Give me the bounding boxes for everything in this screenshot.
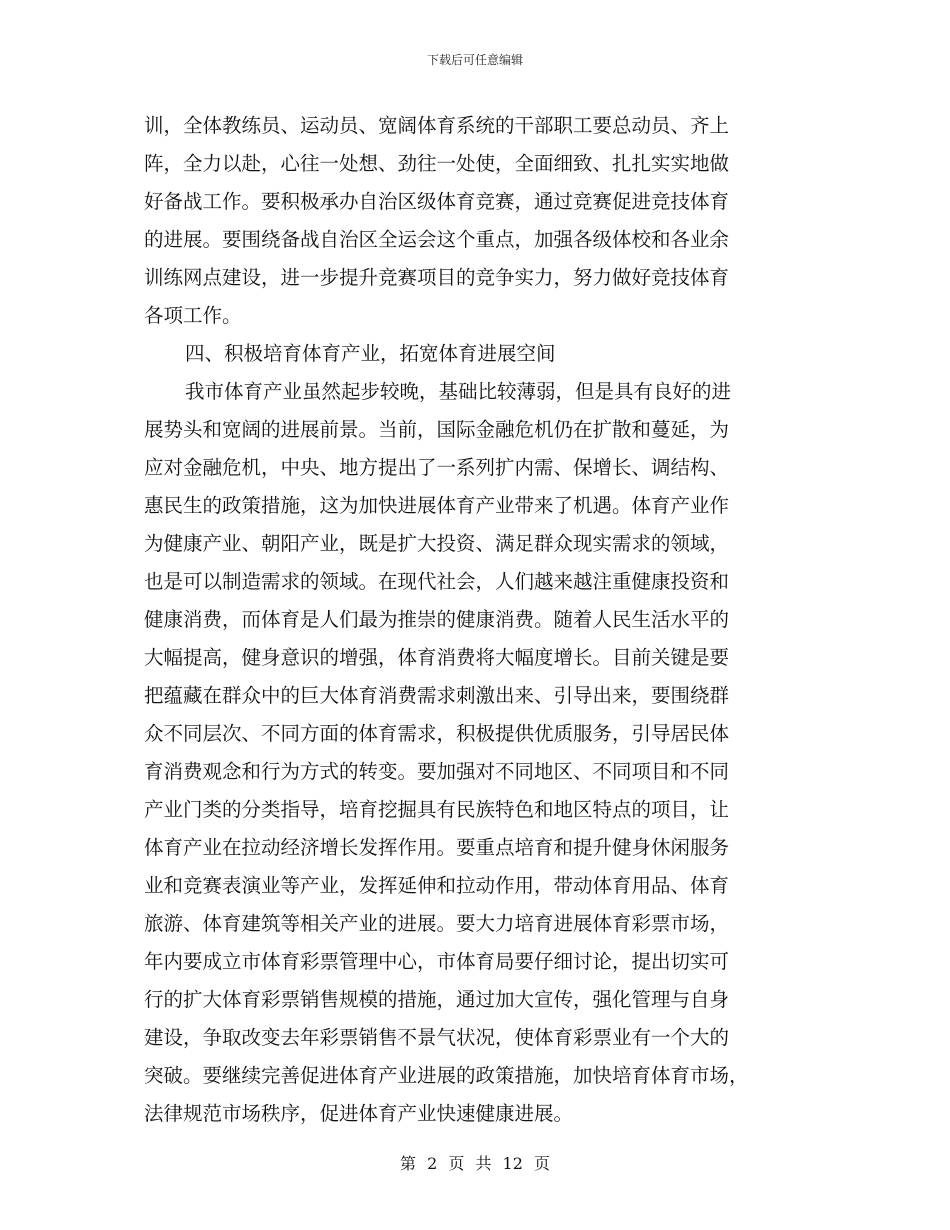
text-line: 产业门类的分类指导，培育挖掘具有民族特色和地区特点的项目，让 bbox=[144, 798, 730, 821]
text-line: 阵，全力以赴，心往一处想、劲往一处使，全面细致、扎扎实实地做 bbox=[144, 152, 730, 175]
text-line: 育消费观念和行为方式的转变。要加强对不同地区、不同项目和不同 bbox=[144, 760, 730, 783]
page-header: 下载后可任意编辑 bbox=[426, 53, 523, 67]
text-line: 也是可以制造需求的领域。在现代社会，人们越来越注重健康投资和 bbox=[144, 570, 730, 593]
text-line: 众不同层次、不同方面的体育需求，积极提供优质服务，引导居民体 bbox=[144, 722, 730, 745]
text-line: 各项工作。 bbox=[144, 304, 242, 327]
document-body bbox=[144, 107, 804, 1133]
text-line: 行的扩大体育彩票销售规模的措施，通过加大宣传，强化管理与自身 bbox=[144, 988, 730, 1011]
section-heading: 四、积极培育体育产业，拓宽体育进展空间 bbox=[185, 342, 556, 365]
text-line: 大幅提高，健身意识的增强，体育消费将大幅度增长。目前关键是要 bbox=[144, 646, 730, 669]
text-line: 体育产业在拉动经济增长发挥作用。要重点培育和提升健身休闲服务 bbox=[144, 836, 730, 859]
text-line: 应对金融危机，中央、地方提出了一系列扩内需、保增长、调结构、 bbox=[144, 456, 730, 479]
text-line: 训练网点建设，进一步提升竞赛项目的竞争实力，努力做好竞技体育 bbox=[144, 266, 730, 289]
text-line: 我市体育产业虽然起步较晚，基础比较薄弱，但是具有良好的进 bbox=[185, 380, 732, 403]
text-line: 好备战工作。要积极承办自治区级体育竞赛，通过竞赛促进竞技体育 bbox=[144, 190, 730, 213]
text-line: 训，全体教练员、运动员、宽阔体育系统的干部职工要总动员、齐上 bbox=[144, 114, 730, 137]
text-line: 健康消费，而体育是人们最为推崇的健康消费。随着人民生活水平的 bbox=[144, 608, 730, 631]
text-line: 年内要成立市体育彩票管理中心，市体育局要仔细讨论，提出切实可 bbox=[144, 950, 730, 973]
text-line: 旅游、体育建筑等相关产业的进展。要大力培育进展体育彩票市场， bbox=[144, 912, 730, 935]
page-number-footer: 第 2 页 共 12 页 bbox=[400, 1154, 550, 1173]
text-line: 业和竞赛表演业等产业，发挥延伸和拉动作用，带动体育用品、体育 bbox=[144, 874, 730, 897]
text-line: 法律规范市场秩序，促进体育产业快速健康进展。 bbox=[144, 1102, 574, 1125]
text-line: 展势头和宽阔的进展前景。当前，国际金融危机仍在扩散和蔓延，为 bbox=[144, 418, 730, 441]
text-line: 突破。要继续完善促进体育产业进展的政策措施，加快培育体育市场， bbox=[144, 1064, 749, 1087]
text-line: 的进展。要围绕备战自治区全运会这个重点，加强各级体校和各业余 bbox=[144, 228, 730, 251]
text-line: 把蕴藏在群众中的巨大体育消费需求刺激出来、引导出来，要围绕群 bbox=[144, 684, 730, 707]
text-line: 建设，争取改变去年彩票销售不景气状况，使体育彩票业有一个大的 bbox=[144, 1026, 730, 1049]
text-line: 惠民生的政策措施，这为加快进展体育产业带来了机遇。体育产业作 bbox=[144, 494, 730, 517]
text-line: 为健康产业、朝阳产业，既是扩大投资、满足群众现实需求的领域， bbox=[144, 532, 730, 555]
